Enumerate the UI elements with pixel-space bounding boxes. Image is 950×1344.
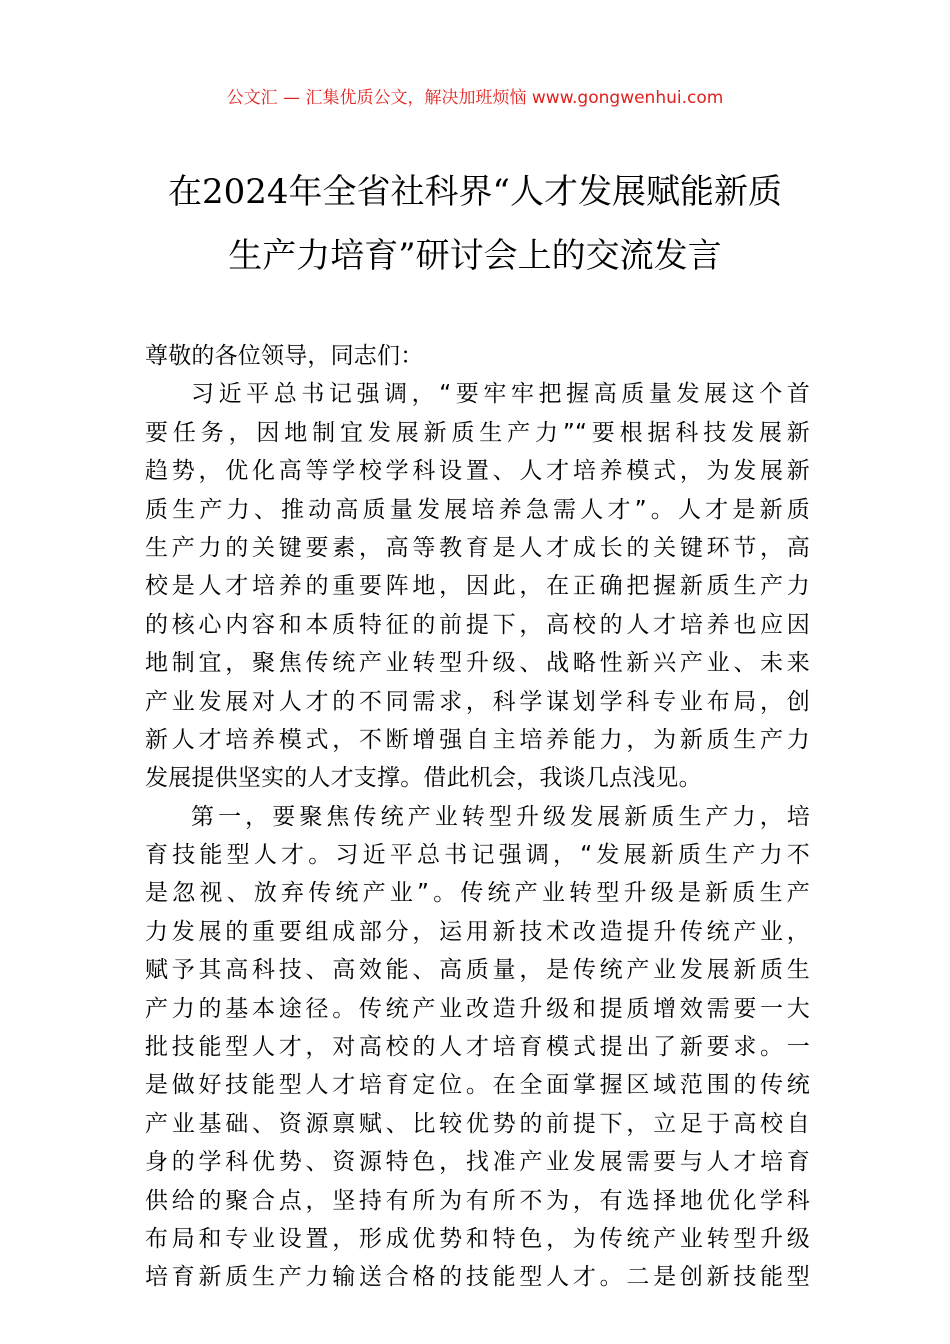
paragraph-line: 身的学科优势、资源特色，找准产业发展需要与人才培育: [145, 1149, 810, 1176]
paragraph-2: [145, 798, 810, 1297]
document-title: [120, 160, 830, 288]
paragraph-line: 地制宜，聚焦传统产业转型升级、战略性新兴产业、未来: [145, 650, 810, 677]
paragraph-1: [145, 375, 810, 797]
paragraph-line: 产业发展对人才的不同需求，科学谋划学科专业布局，创: [145, 688, 810, 715]
paragraph-line: 培育新质生产力输送合格的技能型人才。二是创新技能型: [145, 1264, 810, 1291]
header-watermark-link[interactable]: 公文汇 — 汇集优质公文，解决加班烦恼 www.gongwenhui.com: [226, 88, 724, 108]
paragraph-line: 第一，要聚焦传统产业转型升级发展新质生产力，培: [191, 803, 810, 830]
salutation: 尊敬的各位领导，同志们：: [145, 343, 424, 369]
paragraph-line: 力发展的重要组成部分，运用新技术改造提升传统产业，: [145, 918, 810, 945]
paragraph-line: 赋予其高科技、高效能、高质量，是传统产业发展新质生: [145, 957, 810, 984]
paragraph-line: 校是人才培养的重要阵地，因此，在正确把握新质生产力: [145, 573, 810, 600]
paragraph-line: 习近平总书记强调，“要牢牢把握高质量发展这个首: [191, 381, 810, 408]
paragraph-line: 布局和专业设置，形成优势和特色，为传统产业转型升级: [145, 1226, 810, 1252]
paragraph-line: 育技能型人才。习近平总书记强调，“发展新质生产力不: [145, 842, 810, 869]
paragraph-line: 是做好技能型人才培育定位。在全面掌握区域范围的传统: [145, 1072, 810, 1099]
title-line-2: 生产力培育”研讨会上的交流发言: [228, 236, 722, 276]
title-line-1: 在2024年全省社科界“人才发展赋能新质: [168, 172, 782, 212]
paragraph-line: 供给的聚合点，坚持有所为有所不为，有选择地优化学科: [145, 1187, 810, 1214]
paragraph-line: 发展提供坚实的人才支撑。借此机会，我谈几点浅见。: [145, 765, 702, 792]
paragraph-line: 产业基础、资源禀赋、比较优势的前提下，立足于高校自: [145, 1110, 810, 1137]
paragraph-line: 批技能型人才，对高校的人才培育模式提出了新要求。一: [145, 1034, 810, 1061]
document-body: [145, 337, 810, 1297]
paragraph-line: 生产力的关键要素，高等教育是人才成长的关键环节，高: [145, 534, 810, 561]
paragraph-line: 新人才培养模式，不断增强自主培养能力，为新质生产力: [145, 726, 810, 753]
paragraph-line: 质生产力、推动高质量发展培养急需人才”。人才是新质: [145, 496, 810, 523]
paragraph-line: 趋势，优化高等学校学科设置、人才培养模式，为发展新: [145, 458, 810, 485]
paragraph-line: 是忽视、放弃传统产业”。传统产业转型升级是新质生产: [145, 880, 810, 907]
paragraph-line: 产力的基本途径。传统产业改造升级和提质增效需要一大: [145, 995, 810, 1022]
paragraph-line: 的核心内容和本质特征的前提下，高校的人才培养也应因: [145, 611, 810, 638]
paragraph-line: 要任务，因地制宜发展新质生产力”“要根据科技发展新: [145, 419, 810, 446]
